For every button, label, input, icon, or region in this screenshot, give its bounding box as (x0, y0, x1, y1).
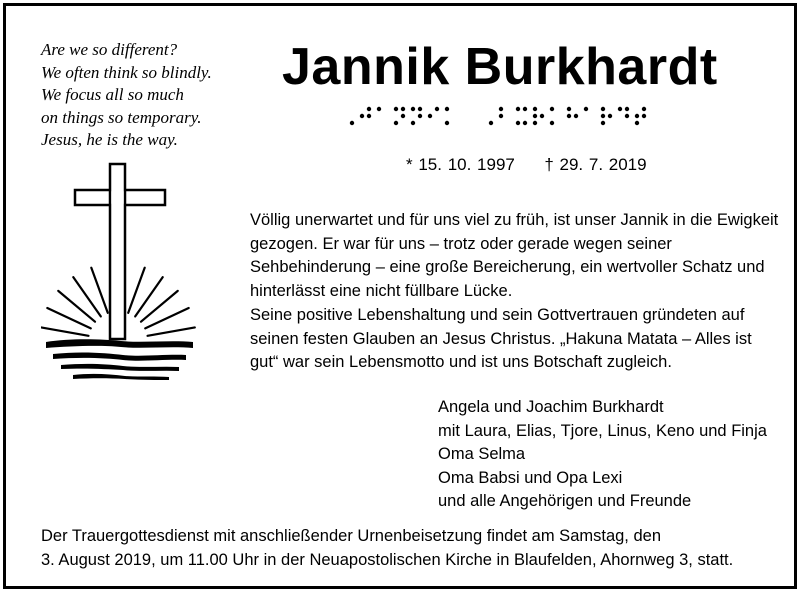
braille-dot (377, 107, 381, 111)
paragraph-1: Völlig unerwartet und für uns viel zu früh, ist unser Jannik in die Ewigkeit gezogen. Er war für uns – trotz oder gerade wegen seiner Sehbehinderung – eine große Bereicherung, ein wertvoller Schatz und hinterlässt eine nicht füllbare Lücke. (250, 211, 779, 300)
poem-line: We focus all so much (41, 85, 184, 104)
braille-dot (401, 114, 405, 118)
braille-dot (499, 107, 503, 111)
braille-dot (608, 114, 612, 118)
sun-ray (145, 308, 189, 328)
braille-dot (601, 114, 605, 118)
funeral-notice (41, 525, 781, 572)
cross-over-rising-sun-and-water-icon (41, 161, 201, 391)
signer-line: und alle Angehörigen und Freunde (438, 492, 692, 510)
paragraph-2: Seine positive Lebenshaltung und sein Gottvertrauen gründeten auf seinen festen Glauben an Jesus Christus. „Hakuna Matata – Alles ist gut“ war sein Lebensmotto und ist uns Botschaft zugleich. (250, 306, 752, 371)
braille-dot (367, 107, 371, 111)
braille-dot (360, 114, 364, 118)
braille-dot (394, 121, 398, 125)
braille-dot (550, 121, 554, 125)
poem-line: Are we so different? (41, 40, 178, 59)
braille-dot (401, 107, 405, 111)
braille-dot (584, 107, 588, 111)
braille-dot (550, 107, 554, 111)
braille-dot (567, 107, 571, 111)
poem-line: on things so temporary. (41, 107, 202, 127)
braille-dot (516, 121, 520, 125)
braille-dot (523, 121, 527, 125)
poem (41, 39, 212, 152)
braille-dot (635, 121, 639, 125)
braille-dot (533, 114, 537, 118)
braille-dot (540, 114, 544, 118)
signer-line: Oma Babsi und Opa Lexi (438, 468, 623, 487)
braille-dot (499, 114, 503, 118)
braille-dot (533, 121, 537, 125)
poem-line: Jesus, he is the way. (41, 130, 178, 149)
braille-dot (601, 107, 605, 111)
signers (438, 396, 767, 514)
funeral-notice-line: 3. August 2019, um 11.00 Uhr in der Neuapostolischen Kirche in Blaufelden, Ahornweg 3, statt. (41, 550, 734, 569)
braille-dot (601, 121, 605, 125)
braille-dot (625, 114, 629, 118)
braille-dot (642, 114, 646, 118)
braille-dot (418, 107, 422, 111)
braille-dot (411, 107, 415, 111)
braille-dot (445, 121, 449, 125)
braille-dot (523, 107, 527, 111)
funeral-notice-line: Der Trauergottesdienst mit anschließender Urnenbeisetzung findet am Samstag, den (41, 527, 661, 545)
braille-dot (516, 107, 520, 111)
sun-ray (58, 291, 95, 322)
braille-name-icon (341, 105, 671, 140)
braille-dot (533, 107, 537, 111)
braille-dot (367, 114, 371, 118)
braille-dot (445, 107, 449, 111)
poem-line: We often think so blindly. (41, 62, 212, 82)
braille-dot (411, 121, 415, 125)
braille-dot (489, 121, 493, 125)
sun-ray (141, 291, 178, 322)
signer-line: Angela und Joachim Burkhardt (438, 398, 664, 416)
braille-dot (418, 114, 422, 118)
braille-dot (394, 107, 398, 111)
deceased-name: Jannik Burkhardt (282, 38, 718, 96)
sun-ray (41, 327, 88, 335)
obituary-frame (3, 3, 797, 589)
birth-date: * 15. 10. 1997 (406, 155, 515, 174)
braille-dot (435, 107, 439, 111)
braille-dot (625, 107, 629, 111)
braille-dot (642, 107, 646, 111)
sun-ray (47, 308, 91, 328)
sun-ray (148, 327, 195, 335)
braille-dot (428, 114, 432, 118)
braille-dot (574, 114, 578, 118)
death-date: † 29. 7. 2019 (544, 155, 647, 174)
signer-line: mit Laura, Elias, Tjore, Linus, Keno und Finja (438, 421, 767, 440)
life-dates (406, 155, 647, 175)
braille-dot (567, 114, 571, 118)
braille-dot (635, 114, 639, 118)
signer-line: Oma Selma (438, 445, 526, 463)
braille-dot (618, 107, 622, 111)
braille-dot (350, 121, 354, 125)
